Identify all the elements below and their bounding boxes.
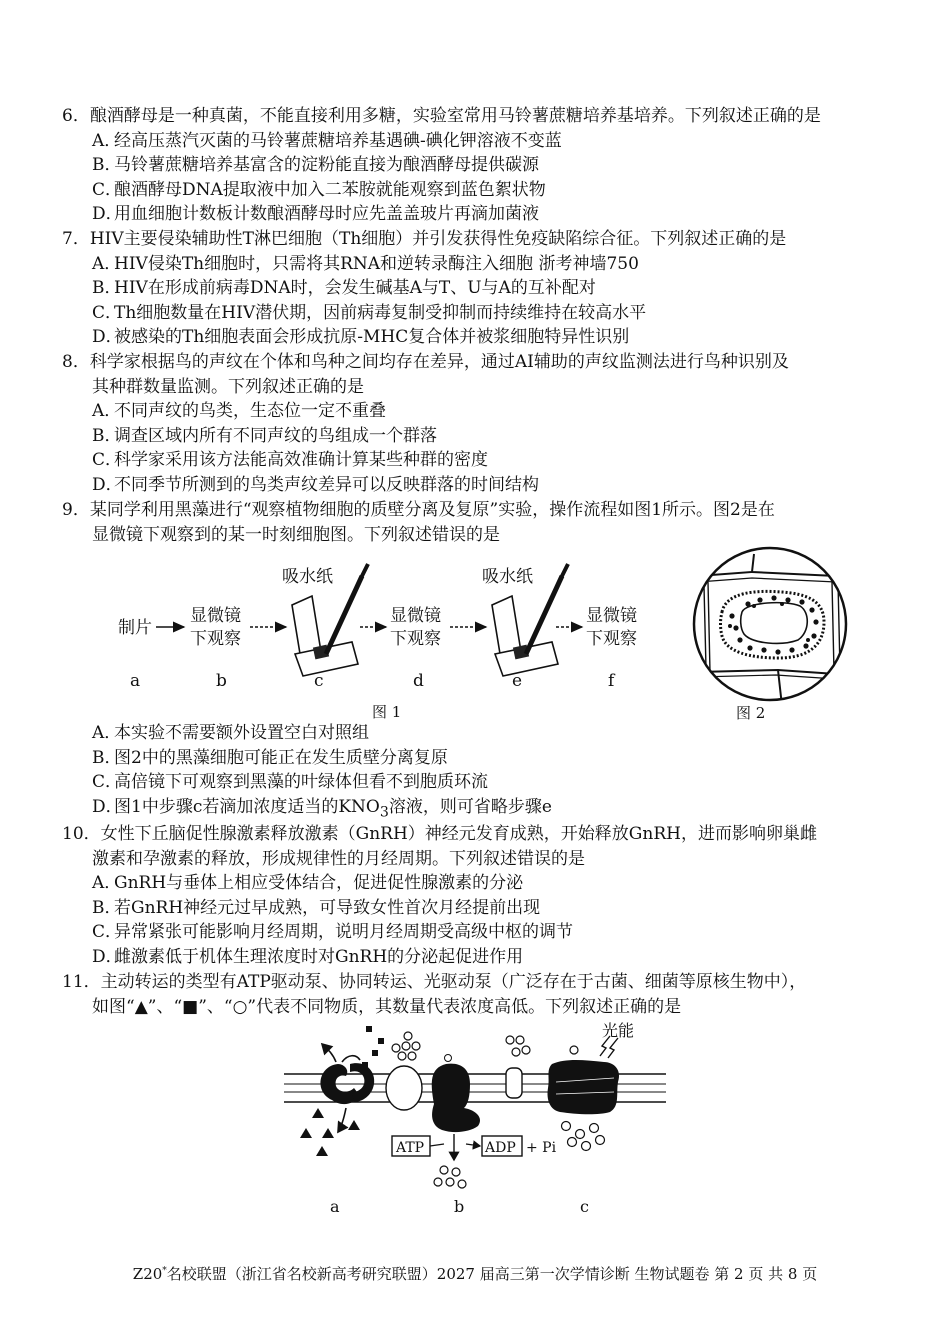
option-label: B． [92,278,122,299]
option-label: C． [92,922,123,943]
stem-text: 主动转运的类型有ATP驱动泵、协同转运、光驱动泵（广泛存在于古菌、细菌等原核生物中）， [100,972,807,992]
step-b-line2: 下观察 [190,629,241,649]
option-c [62,448,892,473]
option-text: 科学家采用该方法能高效准确计算某些种群的密度 [114,450,488,471]
question-number: 9． [62,500,90,520]
option-a [62,129,892,154]
figure-1-flow [100,560,680,725]
option-b [62,746,892,771]
question-9-options [62,721,892,825]
adp-label: ADP [485,1140,516,1156]
option-label: A． [92,253,122,274]
figure-2-caption: 图 2 [736,704,766,722]
option-d [62,945,892,970]
question-number: 8． [62,352,90,372]
stem-text: 酿酒酵母是一种真菌，不能直接利用多糖，实验室常用马铃薯蔗糖培养基培养。下列叙述正确的是 [89,106,821,126]
triangle-particles [300,1108,360,1156]
square-particles [362,1026,384,1068]
stem-text: HIV主要侵染辅助性T淋巴细胞（Th细胞）并引发获得性免疫缺陷综合征。下列叙述正确的是 [89,229,787,249]
option-label: B． [92,897,122,918]
option-d [62,473,892,498]
footer-text: 名校联盟（浙江省名校新高考研究联盟）2027 届高三第一次学情诊断 生物试题卷 第 2 页 共 8 页 [166,1265,818,1283]
stem-continuation: 激素和孕激素的释放，形成规律性的月经周期。下列叙述错误的是 [92,848,585,869]
option-b [62,276,892,301]
option-b [62,896,892,921]
option-label: D． [92,946,123,967]
option-label: A． [92,130,122,151]
option-label: A． [92,873,122,894]
step-letter-e: e [512,671,523,691]
option-label: A． [92,401,122,422]
question-stem [62,104,892,129]
subscript-3: 3 [379,804,389,821]
option-text: 图2中的黑藻细胞可能正在发生质壁分离复原 [114,747,448,768]
option-label: D． [92,796,123,817]
stem-text: 科学家根据鸟的声纹在个体和鸟种之间均存在差异，通过AI辅助的声纹监测法进行鸟种识别及 [89,352,789,372]
step-f-line1: 显微镜 [586,606,637,626]
question-6 [62,104,892,227]
option-a [62,871,892,896]
light-pump-c [548,1022,635,1151]
option-label: D． [92,327,123,348]
option-text: 异常紧张可能影响月经周期，说明月经周期受高级中枢的调节 [114,922,573,943]
option-label: C． [92,772,123,793]
cotransporter-b [386,1032,557,1188]
option-label: A． [92,723,122,743]
step-letter-a: a [130,671,141,691]
option-text: 本实验不需要额外设置空白对照组 [114,723,369,743]
option-label: B． [92,425,122,446]
option-label: D． [92,474,123,495]
option-b [62,424,892,449]
stem-text: 某同学利用黑藻进行“观察植物细胞的质壁分离及复原”实验，操作流程如图1所示。图2是在 [89,500,775,520]
label-a: a [330,1197,340,1216]
step-letter-f: f [608,671,615,691]
question-number: 6． [62,106,90,126]
pi-label: + Pi [526,1140,557,1156]
question-9 [62,498,892,547]
question-number: 11． [62,972,101,992]
question-8 [62,350,892,498]
footer-prefix: Z20 [132,1265,163,1283]
option-text-tail: 溶液，则可省略步骤e [388,796,552,817]
paper-label-e: 吸水纸 [482,567,533,587]
step-b-line1: 显微镜 [190,606,241,626]
option-label: B． [92,155,122,176]
option-text: 用血细胞计数板计数酿酒酵母时应先盖盖玻片再滴加菌液 [114,204,539,225]
option-text: 被感染的Th细胞表面会形成抗原-MHC复合体并被浆细胞特异性识别 [114,327,630,348]
option-d [62,202,892,227]
question-stem [62,822,892,847]
step-d-line2: 下观察 [390,629,441,649]
figure-1-caption: 图 1 [372,703,402,721]
footer-sup: * [162,1266,167,1276]
stem-text: 女性下丘脑促性腺激素释放激素（GnRH）神经元发育成熟，开始释放GnRH，进而影响卵巢雌 [100,824,817,844]
option-text: HIV在形成前病毒DNA时，会发生碱基A与T、U与A的互补配对 [114,278,596,299]
atp-pump-a [321,1044,375,1132]
question-stem [62,227,892,252]
question-stem [62,350,892,375]
option-a [62,252,892,277]
option-text: 高倍镜下可观察到黑藻的叶绿体但看不到胞质环流 [114,772,488,793]
step-letter-b: b [216,671,227,691]
option-text: 雌激素低于机体生理浓度时对GnRH的分泌起促进作用 [114,946,524,967]
paper-label-c: 吸水纸 [282,567,333,587]
option-label: B． [92,747,122,768]
figure-2-cell [686,546,866,726]
option-text: 经高压蒸汽灭菌的马铃薯蔗糖培养基遇碘-碘化钾溶液不变蓝 [114,130,562,151]
option-d [62,325,892,350]
flow-start-label: 制片 [118,618,152,638]
option-c [62,178,892,203]
step-letter-c: c [314,671,324,691]
option-b [62,153,892,178]
option-a [62,399,892,424]
option-text: 图1中步骤c若滴加浓度适当的KNO [114,796,380,817]
option-label: C． [92,179,123,200]
option-c [62,301,892,326]
question-stem [62,498,892,523]
option-text: 调查区域内所有不同声纹的鸟组成一个群落 [114,425,437,446]
option-label: D． [92,204,123,225]
step-d-line1: 显微镜 [390,606,441,626]
label-b: b [454,1197,465,1216]
question-stem [62,970,892,995]
step-letter-d: d [413,671,424,691]
option-label: C． [92,450,123,471]
option-c [62,920,892,945]
question-11 [62,970,892,1019]
option-text: GnRH与垂体上相应受体结合，促进促性腺激素的分泌 [114,873,524,894]
step-f-line2: 下观察 [586,629,637,649]
option-text: 马铃薯蔗糖培养基富含的淀粉能直接为酿酒酵母提供碳源 [114,155,539,176]
option-text: 不同季节所测到的鸟类声纹差异可以反映群落的时间结构 [114,474,539,495]
light-energy-label: 光能 [602,1022,635,1040]
option-label: C． [92,302,123,323]
stem-continuation: 其种群数量监测。下列叙述正确的是 [92,376,364,397]
option-a [62,721,892,746]
page-footer [0,1263,950,1284]
question-10 [62,822,892,970]
stem-continuation: 显微镜下观察到的某一时刻细胞图。下列叙述错误的是 [92,524,500,545]
label-c: c [580,1197,589,1216]
option-text: Th细胞数量在HIV潜伏期，因前病毒复制受抑制而持续维持在较高水平 [114,302,647,323]
question-number: 7． [62,229,90,249]
option-text: HIV侵染Th细胞时，只需将其RNA和逆转录酶注入细胞 浙考神墙750 [114,253,639,274]
atp-label: ATP [396,1140,425,1156]
option-text: 不同声纹的鸟类，生态位一定不重叠 [114,401,386,422]
cotransport-channel [506,1036,530,1098]
question-7 [62,227,892,350]
stem-continuation: 如图“▲”、“■”、“○”代表不同物质，其数量代表浓度高低。下列叙述正确的是 [92,996,682,1017]
figure-3-membrane-transport [284,1022,674,1218]
option-d [62,795,892,825]
option-c [62,770,892,795]
option-text: 若GnRH神经元过早成熟，可导致女性首次月经提前出现 [114,897,541,918]
question-number: 10． [62,824,101,844]
option-text: 酿酒酵母DNA提取液中加入二苯胺就能观察到蓝色絮状物 [114,179,546,200]
